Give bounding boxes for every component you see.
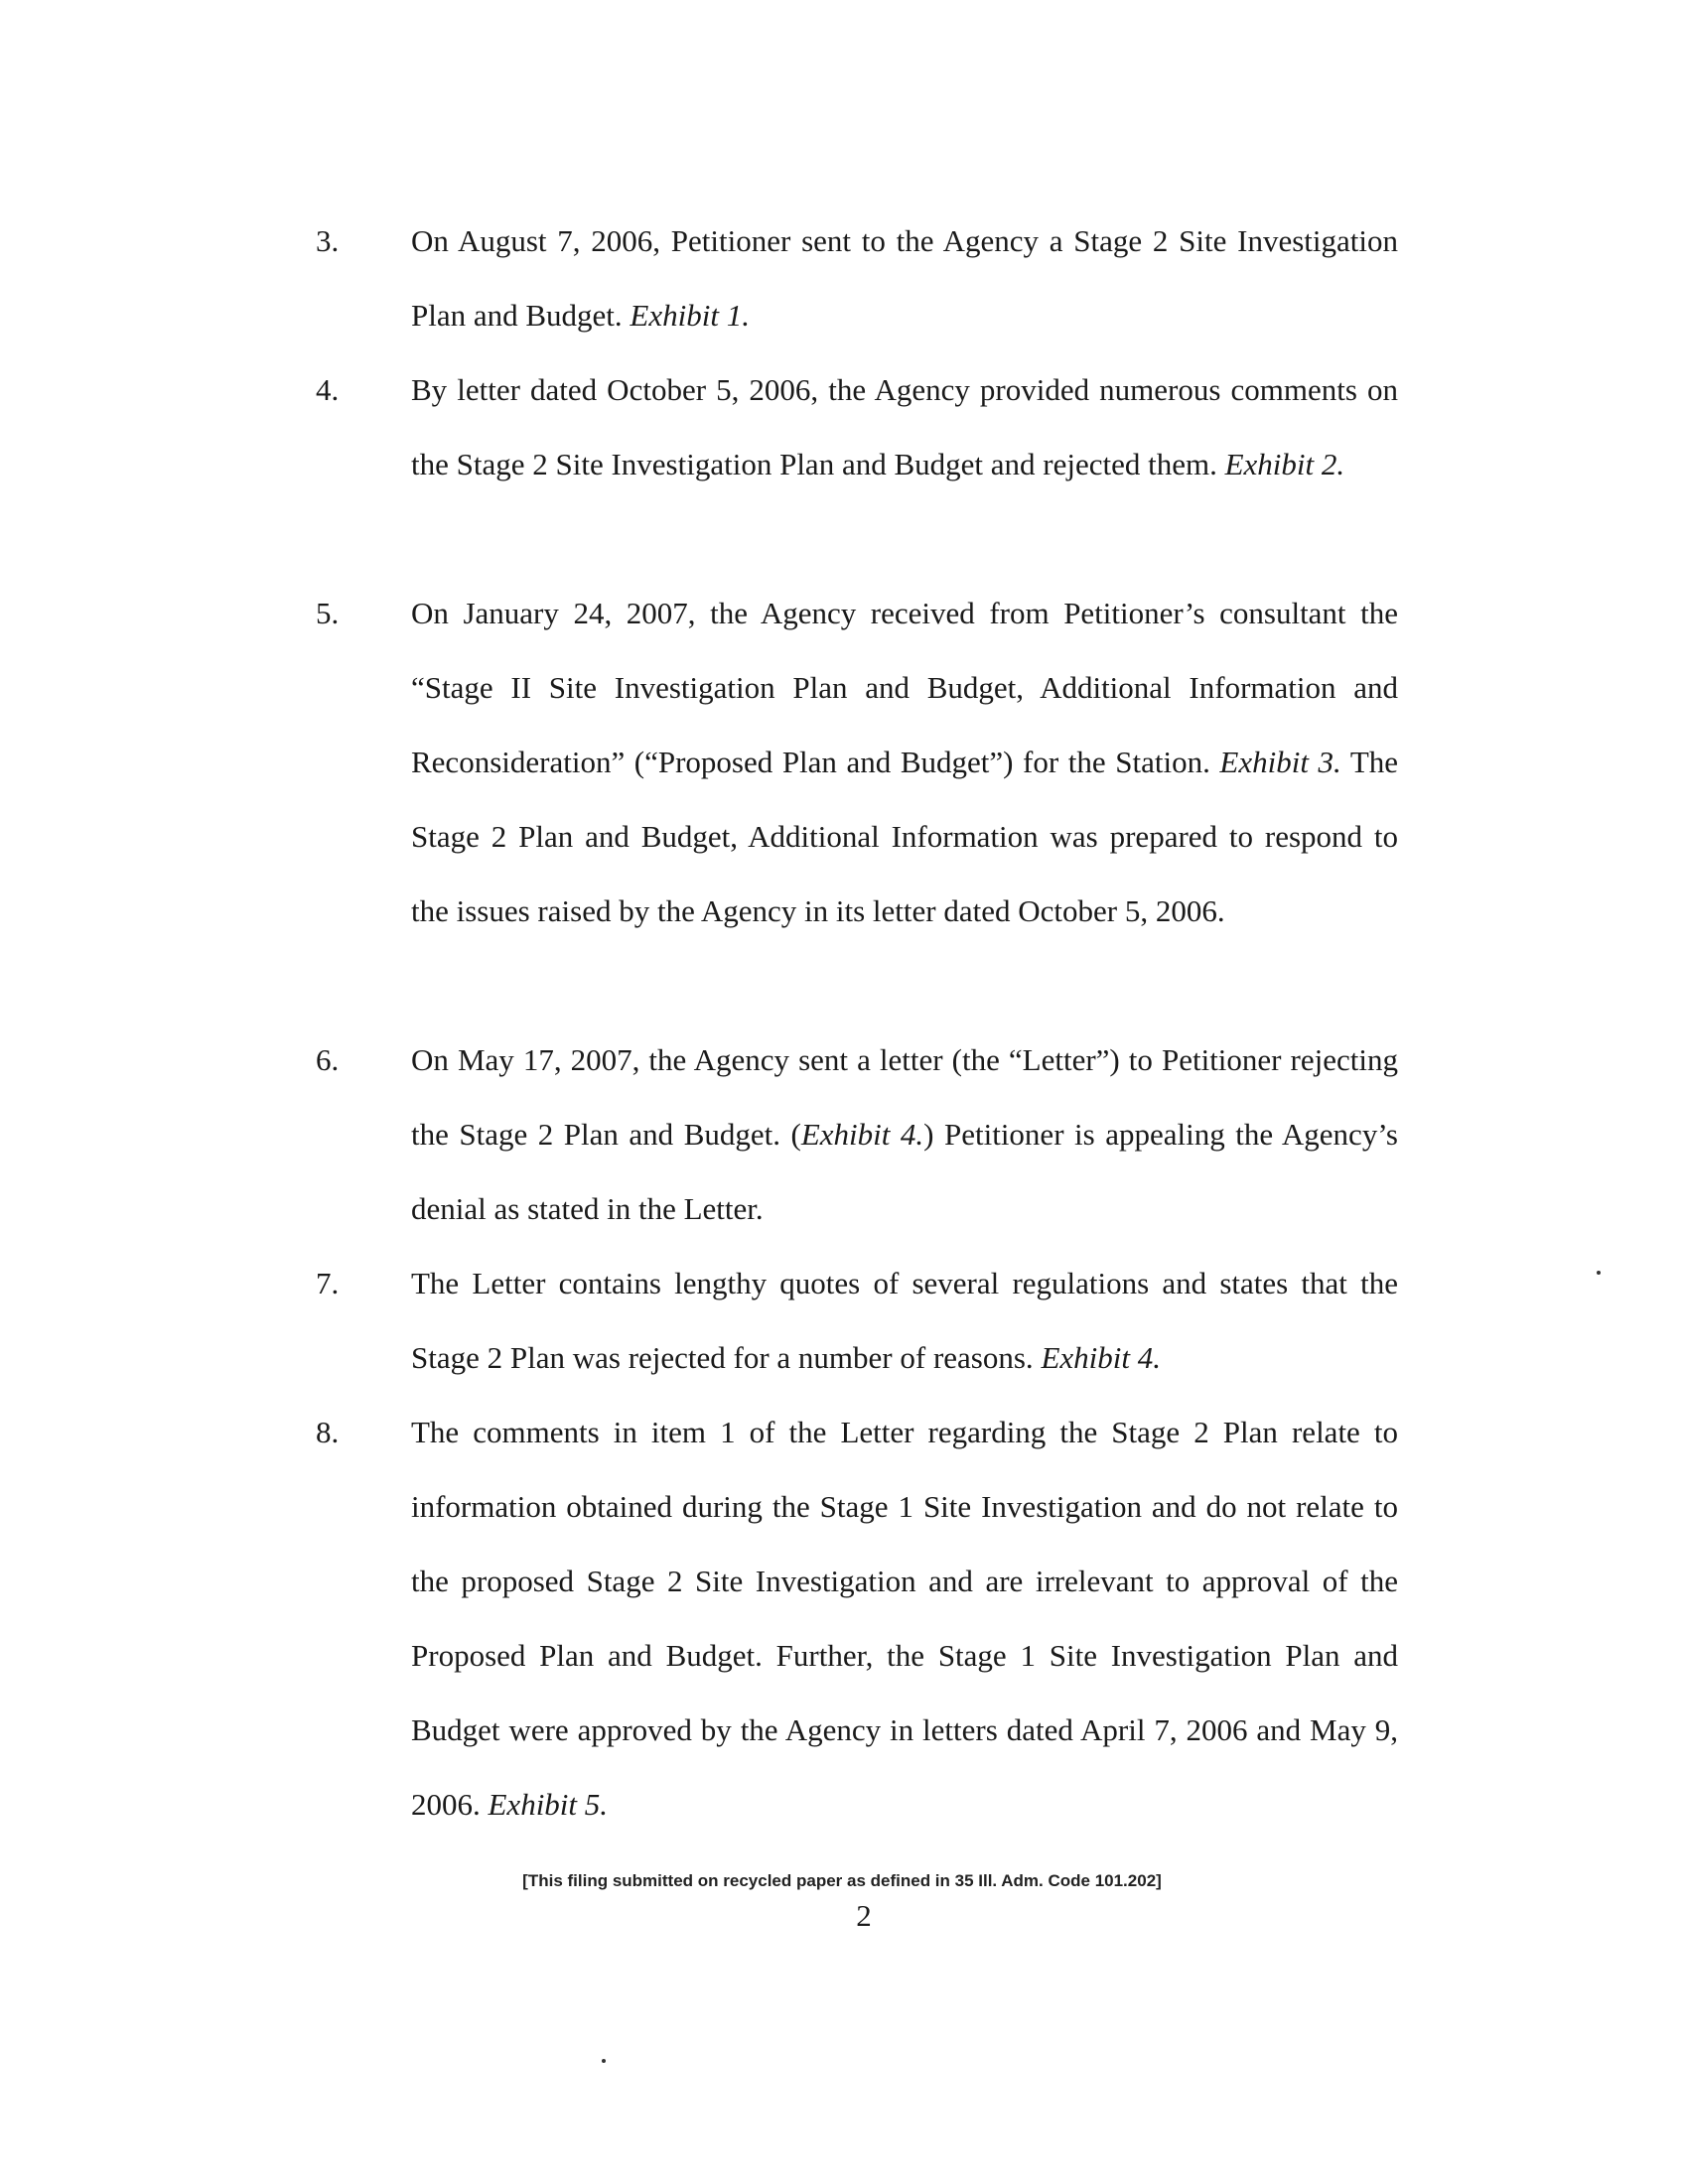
paragraph-text [411, 352, 1398, 501]
exhibit-reference: Exhibit 3. [1219, 745, 1341, 779]
scan-speck [602, 2059, 606, 2063]
paragraph-number: 6. [316, 1042, 340, 1077]
paragraph-body: The comments in item 1 of the Letter regarding the Stage 2 Plan relate to information obtained during the Stage 1 Site Investigation and do not relate to the proposed Stage 2 Site Investigation and are irrelevant to approval of the Proposed Plan and Budget. Further, the Stage 1 Site Investigation Plan and Budget were approved by the Agency in letters dated April 7, 2006 and May 9, 2006. [411, 1415, 1398, 1822]
paragraph-text [411, 204, 1398, 352]
paragraph-number: 4. [316, 372, 340, 407]
paragraph-text [411, 1246, 1398, 1395]
paragraph-body: By letter dated October 5, 2006, the Agency provided numerous comments on the Stage 2 Site Investigation Plan and Budget and rejected them. [411, 372, 1398, 481]
paragraph-body: On August 7, 2006, Petitioner sent to the Agency a Stage 2 Site Investigation Plan and Budget. [411, 223, 1398, 333]
paragraph-body-continued: ) Petitioner is appealing the Agency’s denial as stated in the Letter. [411, 1117, 1398, 1226]
exhibit-reference: Exhibit 2. [1224, 447, 1345, 481]
scan-speck [1597, 1271, 1601, 1275]
paragraph-body-continued: The Stage 2 Plan and Budget, Additional Information was prepared to respond to the issues raised by the Agency in its letter dated October 5, 2006. [411, 745, 1399, 928]
paragraph-body: The Letter contains lengthy quotes of several regulations and states that the Stage 2 Plan was rejected for a number of reasons. [411, 1266, 1398, 1375]
exhibit-reference: Exhibit 4. [800, 1117, 924, 1152]
paragraph-number: 7. [316, 1266, 340, 1300]
paragraph-text [411, 576, 1398, 948]
paragraph-number: 3. [316, 223, 340, 258]
paragraph-body: On January 24, 2007, the Agency received from Petitioner’s consultant the “Stage II Site Investigation Plan and Budget, Additional Information and Reconsideration” (“Proposed Plan and Budget”) for the Station. [411, 596, 1398, 779]
paragraph-text [411, 1023, 1398, 1246]
paragraph-number: 8. [316, 1415, 340, 1449]
paragraph-number: 5. [316, 596, 340, 630]
exhibit-reference: Exhibit 1. [630, 298, 750, 333]
exhibit-reference: Exhibit 4. [1041, 1340, 1161, 1375]
exhibit-reference: Exhibit 5. [488, 1787, 609, 1822]
page-number: 2 [856, 1898, 872, 1933]
recycled-paper-note: [This filing submitted on recycled paper as defined in 35 Ill. Adm. Code 101.202] [522, 1871, 1162, 1890]
paragraph-text [411, 1395, 1398, 1842]
paragraph-body: On May 17, 2007, the Agency sent a letter (the “Letter”) to Petitioner rejecting the Stage 2 Plan and Budget. ( [411, 1042, 1398, 1152]
